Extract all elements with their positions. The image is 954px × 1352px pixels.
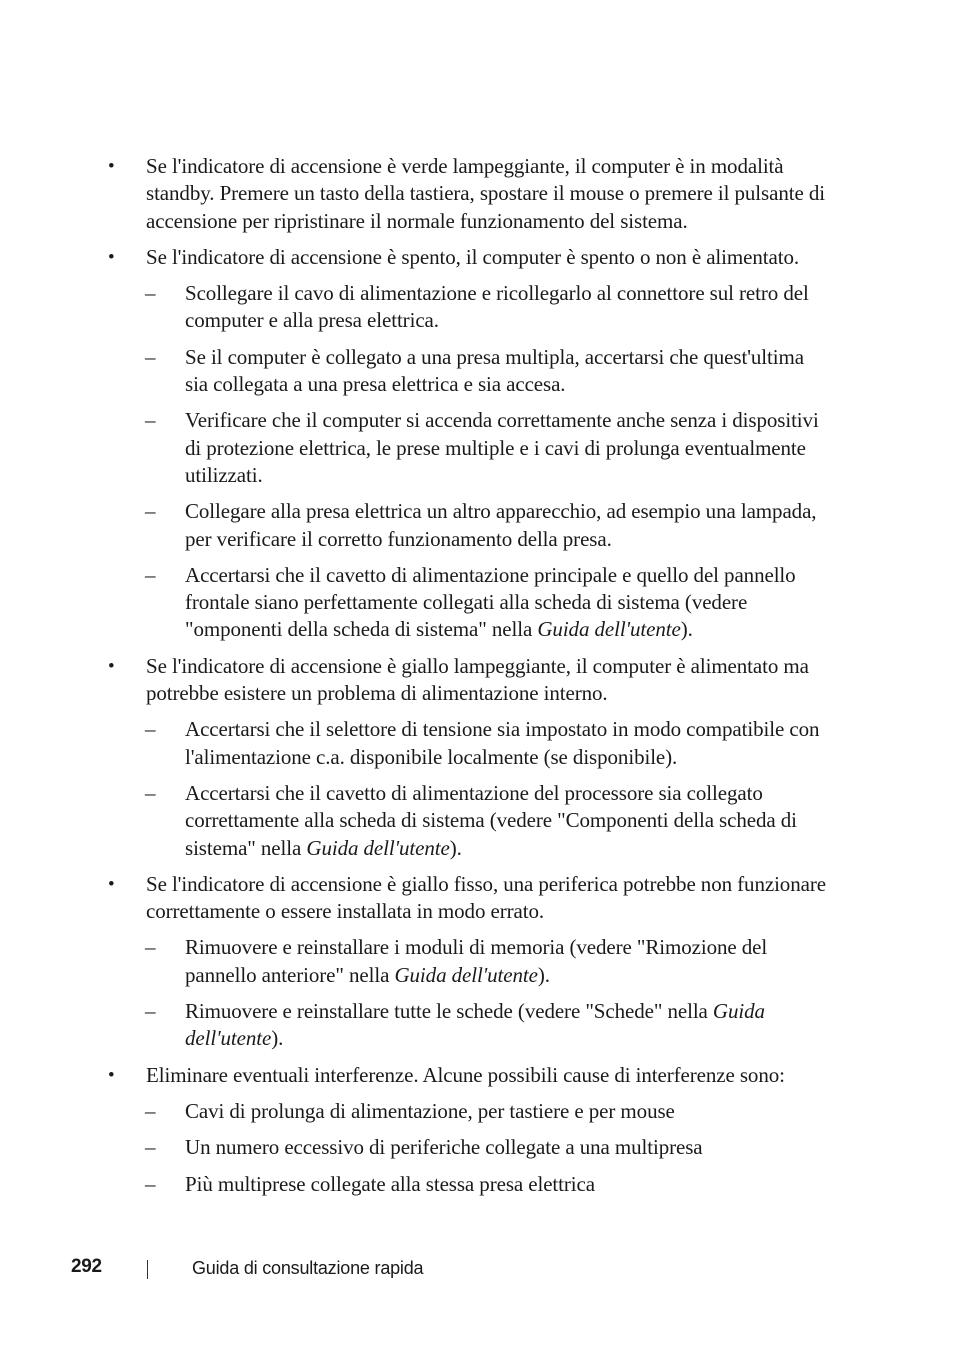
- book-title: Guida dell'utente: [537, 617, 681, 642]
- list-item-text-end: ).: [537, 962, 550, 987]
- sub-list-item: [0, 498, 827, 553]
- page-number: 292: [71, 1256, 102, 1277]
- book-title: Guida dell'utente: [185, 999, 765, 1051]
- list-item-text: Se l'indicatore di accensione è giallo fisso, una periferica potrebbe non funzionare correttamente o essere installata in modo errato.: [146, 871, 826, 924]
- list-item-text-end: ).: [449, 835, 462, 860]
- list-item: [0, 871, 826, 926]
- sub-list-item: [0, 998, 827, 1053]
- list-item-text: Se il computer è collegato a una presa multipla, accertarsi che quest'ultima sia collegata a una presa elettrica e sia accesa.: [185, 344, 804, 397]
- dash-marker: –: [145, 935, 156, 960]
- list-item-text: Rimuovere e reinstallare i moduli di memoria (vedere "Rimozione del pannello anteriore" nella: [185, 935, 768, 987]
- list-item-text: Verificare che il computer si accenda correttamente anche senza i dispositivi di protezione elettrica, le prese multiple e i cavi di prolunga eventualmente utilizzati.: [185, 408, 819, 487]
- list-item-text: Se l'indicatore di accensione è spento, il computer è spento o non è alimentato.: [146, 244, 799, 269]
- list-item: [0, 244, 826, 271]
- list-item: [0, 1062, 826, 1089]
- list-item-text: Scollegare il cavo di alimentazione e ricollegarlo al connettore sul retro del computer e alla presa elettrica.: [185, 281, 809, 333]
- book-title: Guida dell'utente: [394, 962, 538, 987]
- sub-list-item: [0, 1134, 827, 1161]
- list-item-text: Collegare alla presa elettrica un altro apparecchio, ad esempio una lampada, per verificare il corretto funzionamento della presa.: [185, 499, 817, 551]
- dash-marker: –: [145, 1171, 156, 1196]
- bullet-marker: •: [108, 655, 115, 677]
- sub-list-item: [0, 344, 827, 399]
- list-item-text: Cavi di prolunga di alimentazione, per tastiere e per mouse: [185, 1098, 675, 1123]
- sub-list-item: [0, 716, 827, 771]
- list-item: [0, 153, 826, 235]
- dash-marker: –: [145, 999, 156, 1024]
- dash-marker: –: [145, 1098, 156, 1123]
- dash-marker: –: [145, 344, 156, 369]
- list-item-text: Più multiprese collegate alla stessa presa elettrica: [185, 1171, 595, 1196]
- sub-list-item: [0, 280, 827, 335]
- sub-list-item: [0, 934, 827, 989]
- dash-marker: –: [145, 408, 156, 433]
- bullet-marker: •: [108, 1064, 115, 1086]
- sub-list-item: [0, 407, 827, 489]
- list-item-text: Eliminare eventuali interferenze. Alcune possibili cause di interferenze sono:: [146, 1062, 785, 1087]
- list-item: [0, 653, 826, 708]
- sub-list-item: [0, 1098, 827, 1125]
- dash-marker: –: [145, 281, 156, 306]
- sub-list-item: [0, 562, 827, 644]
- footer-title: Guida di consultazione rapida: [192, 1258, 424, 1278]
- sub-list-item: [0, 780, 827, 862]
- bullet-marker: •: [108, 873, 115, 895]
- bullet-marker: •: [108, 156, 115, 177]
- dash-marker: –: [145, 1135, 156, 1160]
- list-item-text: Accertarsi che il selettore di tensione sia impostato in modo compatibile con l'alimentazione c.a. disponibile localmente (se disponibile).: [185, 717, 820, 769]
- page-footer: [0, 1256, 954, 1284]
- sub-list-item: [0, 1171, 827, 1198]
- dash-marker: –: [145, 717, 156, 742]
- list-item-text: Accertarsi che il cavetto di alimentazione principale e quello del pannello frontale siano perfettamente collegati alla scheda di sistema (vedere "omponenti della scheda di sistema" nella: [185, 562, 796, 642]
- dash-marker: –: [145, 499, 156, 524]
- dash-marker: –: [145, 562, 156, 587]
- list-item-text: Rimuovere e reinstallare tutte le schede (vedere "Schede" nella: [185, 999, 713, 1024]
- footer-divider: [147, 1260, 148, 1279]
- list-item-text: Se l'indicatore di accensione è verde lampeggiante, il computer è in modalità standby. Premere un tasto della tastiera, spostare il mouse o premere il pulsante di accensione per ripristinare il normale funzionamento del sistema.: [146, 154, 825, 233]
- list-item-text: Se l'indicatore di accensione è giallo lampeggiante, il computer è alimentato ma potrebbe esistere un problema di alimentazione interno.: [146, 653, 809, 706]
- list-item-text: Un numero eccessivo di periferiche collegate a una multipresa: [185, 1135, 703, 1160]
- dash-marker: –: [145, 780, 156, 805]
- list-item-text: Accertarsi che il cavetto di alimentazione del processore sia collegato correttamente alla scheda di sistema (vedere "Componenti della scheda di sistema" nella: [185, 780, 797, 860]
- bullet-marker: •: [108, 246, 115, 268]
- list-item-text-end: ).: [680, 617, 693, 642]
- document-body: [0, 153, 954, 1207]
- book-title: Guida dell'utente: [306, 835, 450, 860]
- list-item-text-end: ).: [271, 1026, 284, 1051]
